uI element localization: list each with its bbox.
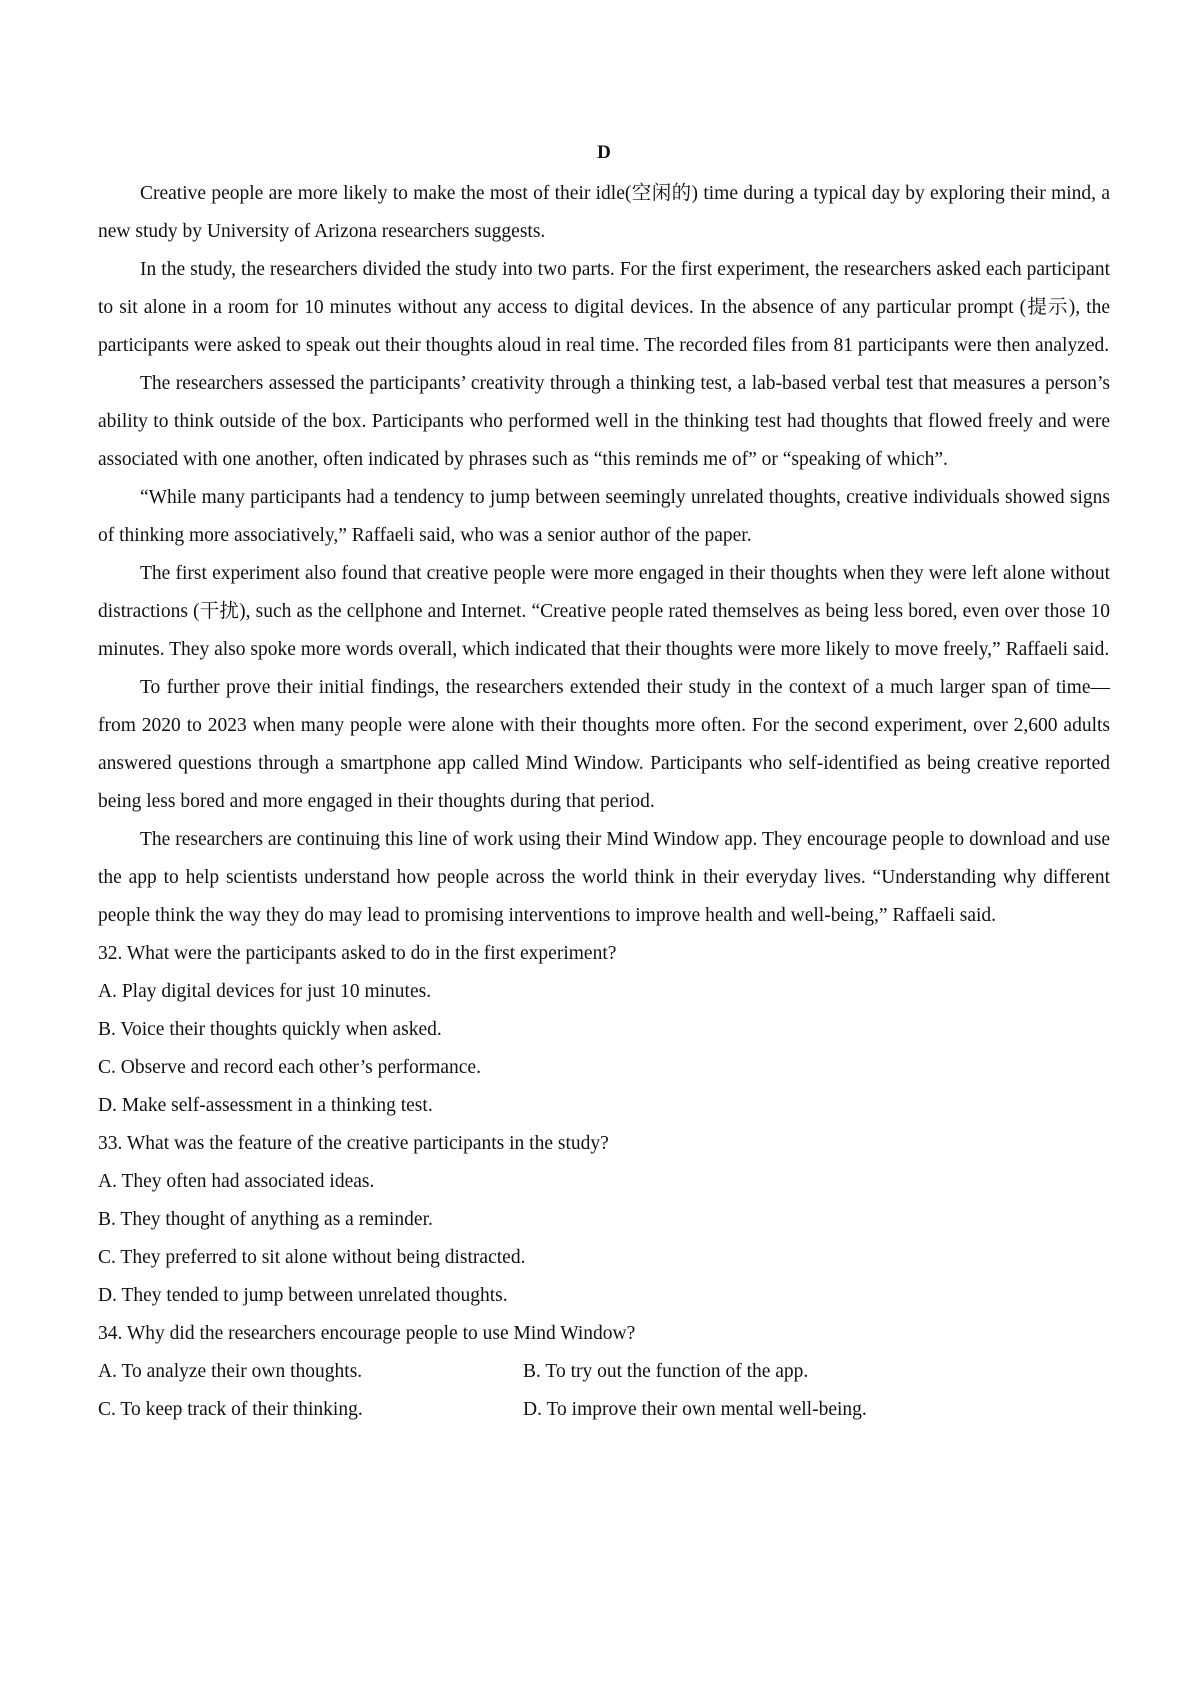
option-c: C. Observe and record each other’s performance. <box>98 1057 481 1078</box>
option-d: D. To improve their own mental well-being. <box>523 1399 867 1420</box>
option-row <box>98 1391 1110 1429</box>
option-a: A. Play digital devices for just 10 minutes. <box>98 981 432 1002</box>
option-b: B. Voice their thoughts quickly when asked. <box>98 1019 442 1040</box>
option-c: C. They preferred to sit alone without being distracted. <box>98 1247 526 1268</box>
passage-paragraph-4: “While many participants had a tendency to jump between seemingly unrelated thoughts, creative individuals showed signs of thinking more associatively,” Raffaeli said, who was a senior author of the paper. <box>98 487 1110 546</box>
passage-paragraph-7: The researchers are continuing this line of work using their Mind Window app. They encourage people to download and use the app to help scientists understand how people across the world think in their everyday lives. “Understanding why different people think the way they do may lead to promising interventions to improve health and well-being,” Raffaeli said. <box>98 829 1110 926</box>
question-stem: 32. What were the participants asked to do in the first experiment? <box>98 943 617 964</box>
option-b: B. They thought of anything as a reminder. <box>98 1209 433 1230</box>
question-stem: 34. Why did the researchers encourage people to use Mind Window? <box>98 1323 636 1344</box>
passage-paragraph-6: To further prove their initial findings, the researchers extended their study in the context of a much larger span of time—from 2020 to 2023 when many people were alone with their thoughts more often. For the second experiment, over 2,600 adults answered questions through a smartphone app called Mind Window. Participants who self-identified as being creative reported being less bored and more engaged in their thoughts during that period. <box>98 677 1110 812</box>
option-d: D. They tended to jump between unrelated thoughts. <box>98 1285 508 1306</box>
passage-paragraph-1: Creative people are more likely to make the most of their idle(空闲的) time during a typical day by exploring their mind, a new study by University of Arizona researchers suggests. <box>98 183 1110 242</box>
question-stem: 33. What was the feature of the creative participants in the study? <box>98 1133 609 1154</box>
passage-paragraph-5: The first experiment also found that creative people were more engaged in their thoughts when they were left alone without distractions (干扰), such as the cellphone and Internet. “Creative people rated themselves as being less bored, even over those 10 minutes. They also spoke more words overall, which indicated that their thoughts were more likely to move freely,” Raffaeli said. <box>98 563 1110 660</box>
question-32 <box>98 935 1110 1125</box>
option-row <box>98 1353 1110 1391</box>
option-a: A. To analyze their own thoughts. <box>98 1361 363 1382</box>
question-33 <box>98 1125 1110 1315</box>
option-c: C. To keep track of their thinking. <box>98 1399 363 1420</box>
option-a: A. They often had associated ideas. <box>98 1171 375 1192</box>
option-d: D. Make self-assessment in a thinking test. <box>98 1095 433 1116</box>
passage-paragraph-3: The researchers assessed the participants’ creativity through a thinking test, a lab-based verbal test that measures a person’s ability to think outside of the box. Participants who performed well in the thinking test had thoughts that flowed freely and were associated with one another, often indicated by phrases such as “this reminds me of” or “speaking of which”. <box>98 373 1110 470</box>
question-34 <box>98 1315 1110 1429</box>
passage-body <box>98 175 1110 935</box>
passage-paragraph-2: In the study, the researchers divided the study into two parts. For the first experiment, the researchers asked each participant to sit alone in a room for 10 minutes without any access to digital devices. In the absence of any particular prompt (提示), the participants were asked to speak out their thoughts aloud in real time. The recorded files from 81 participants were then analyzed. <box>98 259 1110 356</box>
option-b: B. To try out the function of the app. <box>523 1361 809 1382</box>
passage-title: D <box>597 142 611 163</box>
